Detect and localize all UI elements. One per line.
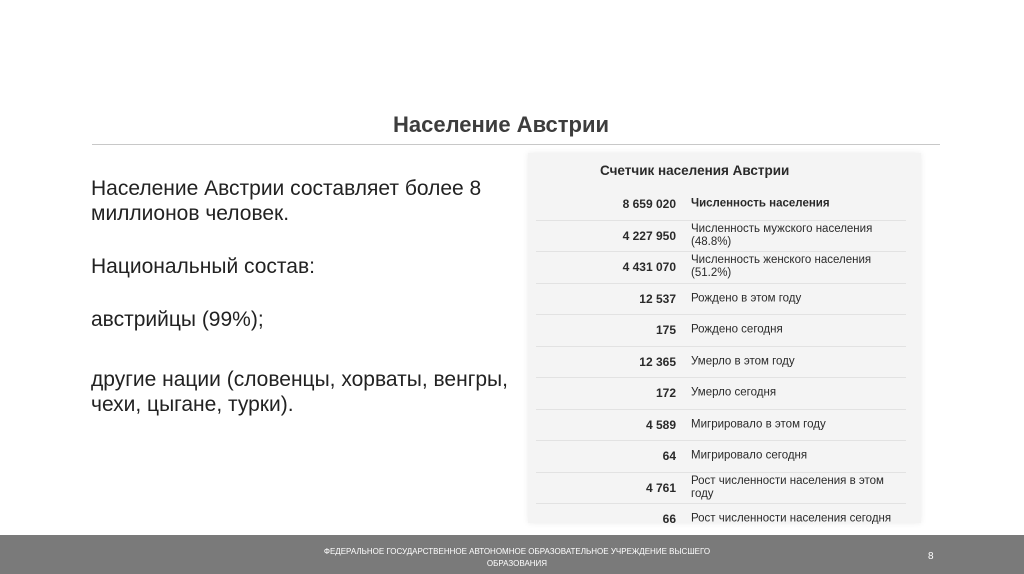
- counter-label: Умерло в этом году: [691, 355, 795, 368]
- counter-value: 64: [662, 449, 676, 464]
- counter-value: 4 431 070: [622, 260, 676, 275]
- footer-organization: ФЕДЕРАЛЬНОЕ ГОСУДАРСТВЕННОЕ АВТОНОМНОЕ ОБРАЗОВАТЕЛЬНОЕ УЧРЕЖДЕНИЕ ВЫСШЕГО ОБРАЗОВАНИЯ: [323, 547, 711, 568]
- counter-label: Рождено в этом году: [691, 292, 802, 305]
- population-counter-table: [528, 153, 921, 527]
- counter-row: [536, 378, 906, 410]
- counter-label: Численность женского населения (51.2%): [691, 254, 872, 280]
- slide-body: [91, 176, 511, 445]
- counter-label: Численность населения: [691, 197, 830, 210]
- counter-value: 4 589: [645, 417, 676, 432]
- page-number: 8: [928, 551, 934, 562]
- counter-label: Мигрировало сегодня: [691, 449, 808, 462]
- counter-value: 8 659 020: [622, 197, 676, 212]
- counter-row: [536, 410, 906, 442]
- counter-title: Счетчик населения Австрии: [600, 163, 790, 178]
- counter-row: [536, 284, 906, 316]
- counter-row: [536, 473, 906, 505]
- counter-value: 4 227 950: [622, 228, 676, 243]
- counter-value: 175: [655, 323, 676, 338]
- counter-row: [536, 504, 906, 536]
- counter-label: Рождено сегодня: [691, 323, 783, 336]
- counter-value: 66: [662, 512, 676, 527]
- counter-value: 12 537: [639, 291, 676, 306]
- body-paragraph-composition-heading: Национальный состав:: [91, 255, 315, 278]
- counter-row: [536, 441, 906, 473]
- counter-label: Умерло сегодня: [691, 386, 777, 399]
- counter-label: Мигрировало в этом году: [691, 418, 826, 431]
- title-divider: [92, 144, 940, 145]
- counter-row: [536, 347, 906, 379]
- footer-bar: [0, 535, 1024, 574]
- counter-rows: [536, 189, 906, 536]
- body-paragraph-population: Население Австрии составляет более 8 миллионов человек.: [91, 177, 482, 225]
- counter-row: [536, 189, 906, 221]
- body-paragraph-other-nations: другие нации (словенцы, хорваты, венгры, чехи, цыгане, турки).: [91, 368, 508, 416]
- counter-value: 4 761: [645, 480, 676, 495]
- counter-label: Численность мужского населения (48.8%): [691, 222, 873, 248]
- counter-value: 172: [655, 386, 676, 401]
- counter-label: Рост численности населения в этом году: [691, 474, 884, 500]
- slide-title: Население Австрии: [393, 112, 610, 137]
- counter-row: [536, 221, 906, 253]
- body-paragraph-austrians: австрийцы (99%);: [91, 308, 264, 331]
- counter-row: [536, 315, 906, 347]
- counter-value: 12 365: [639, 354, 676, 369]
- counter-label: Рост численности населения сегодня: [691, 512, 892, 525]
- counter-row: [536, 252, 906, 284]
